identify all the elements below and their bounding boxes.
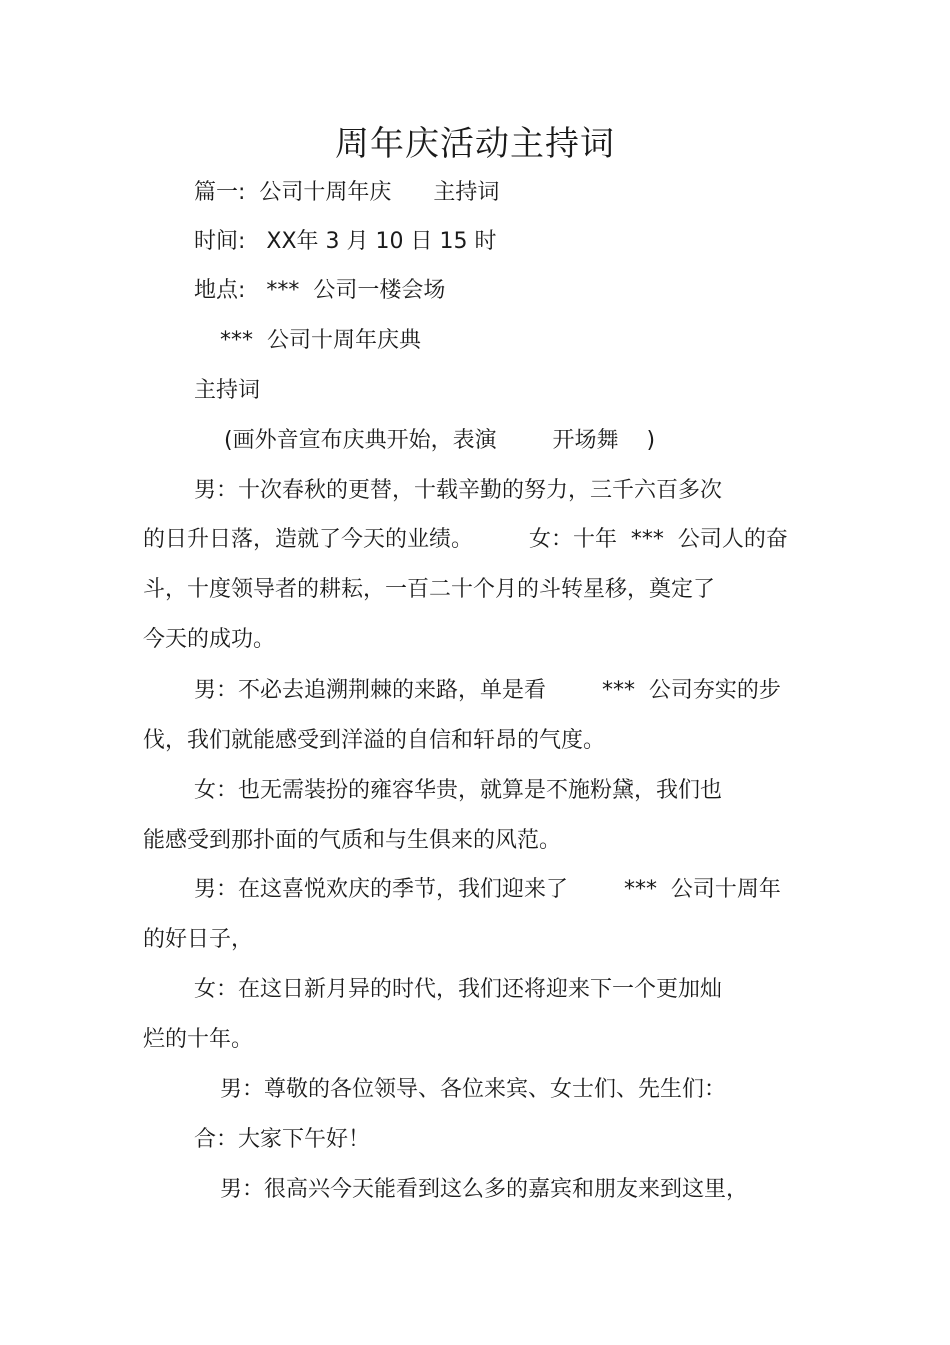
document-title: 周年庆活动主持词 [335, 124, 615, 164]
text-line: 斗，十度领导者的耕耘，一百二十个月的斗转星移，奠定了 [143, 577, 716, 602]
text-line: 伐，我们就能感受到洋溢的自信和轩昂的气度。 [143, 728, 606, 753]
text-line: 时间: XX年 3 月 10 日 15 时 [194, 229, 497, 254]
text-line: 的日升日落，造就了今天的业绩。 女：十年 *** 公司人的奋 [143, 527, 788, 552]
text-line: 合：大家下午好！ [194, 1127, 371, 1152]
text-line: *** 公司十周年庆典 [220, 328, 421, 353]
text-line: 男：很高兴今天能看到这么多的嘉宾和朋友来到这里， [220, 1177, 749, 1202]
text-line: 女：也无需装扮的雍容华贵，就算是不施粉黛，我们也 [194, 778, 723, 803]
text-line: 今天的成功。 [143, 627, 276, 652]
text-line: 男：十次春秋的更替，十载辛勤的努力，三千六百多次 [194, 478, 723, 503]
text-line: 主持词 [194, 378, 261, 403]
text-line: 女：在这日新月异的时代，我们还将迎来下一个更加灿 [194, 977, 723, 1002]
text-line: 的好日子， [143, 927, 254, 952]
text-line: 男：在这喜悦欢庆的季节，我们迎来了 *** 公司十周年 [194, 877, 781, 902]
text-line: 男：尊敬的各位领导、各位来宾、女士们、先生们： [220, 1077, 727, 1102]
text-line: (画外音宣布庆典开始，表演 开场舞 ) [224, 428, 656, 453]
text-line: 烂的十年。 [143, 1027, 254, 1052]
text-line: 篇一: 公司十周年庆 主持词 [194, 180, 500, 205]
text-line: 能感受到那扑面的气质和与生俱来的风范。 [143, 828, 562, 853]
text-line: 男：不必去追溯荆棘的来路，单是看 *** 公司夯实的步 [194, 678, 781, 703]
text-line: 地点: *** 公司一楼会场 [194, 278, 446, 303]
